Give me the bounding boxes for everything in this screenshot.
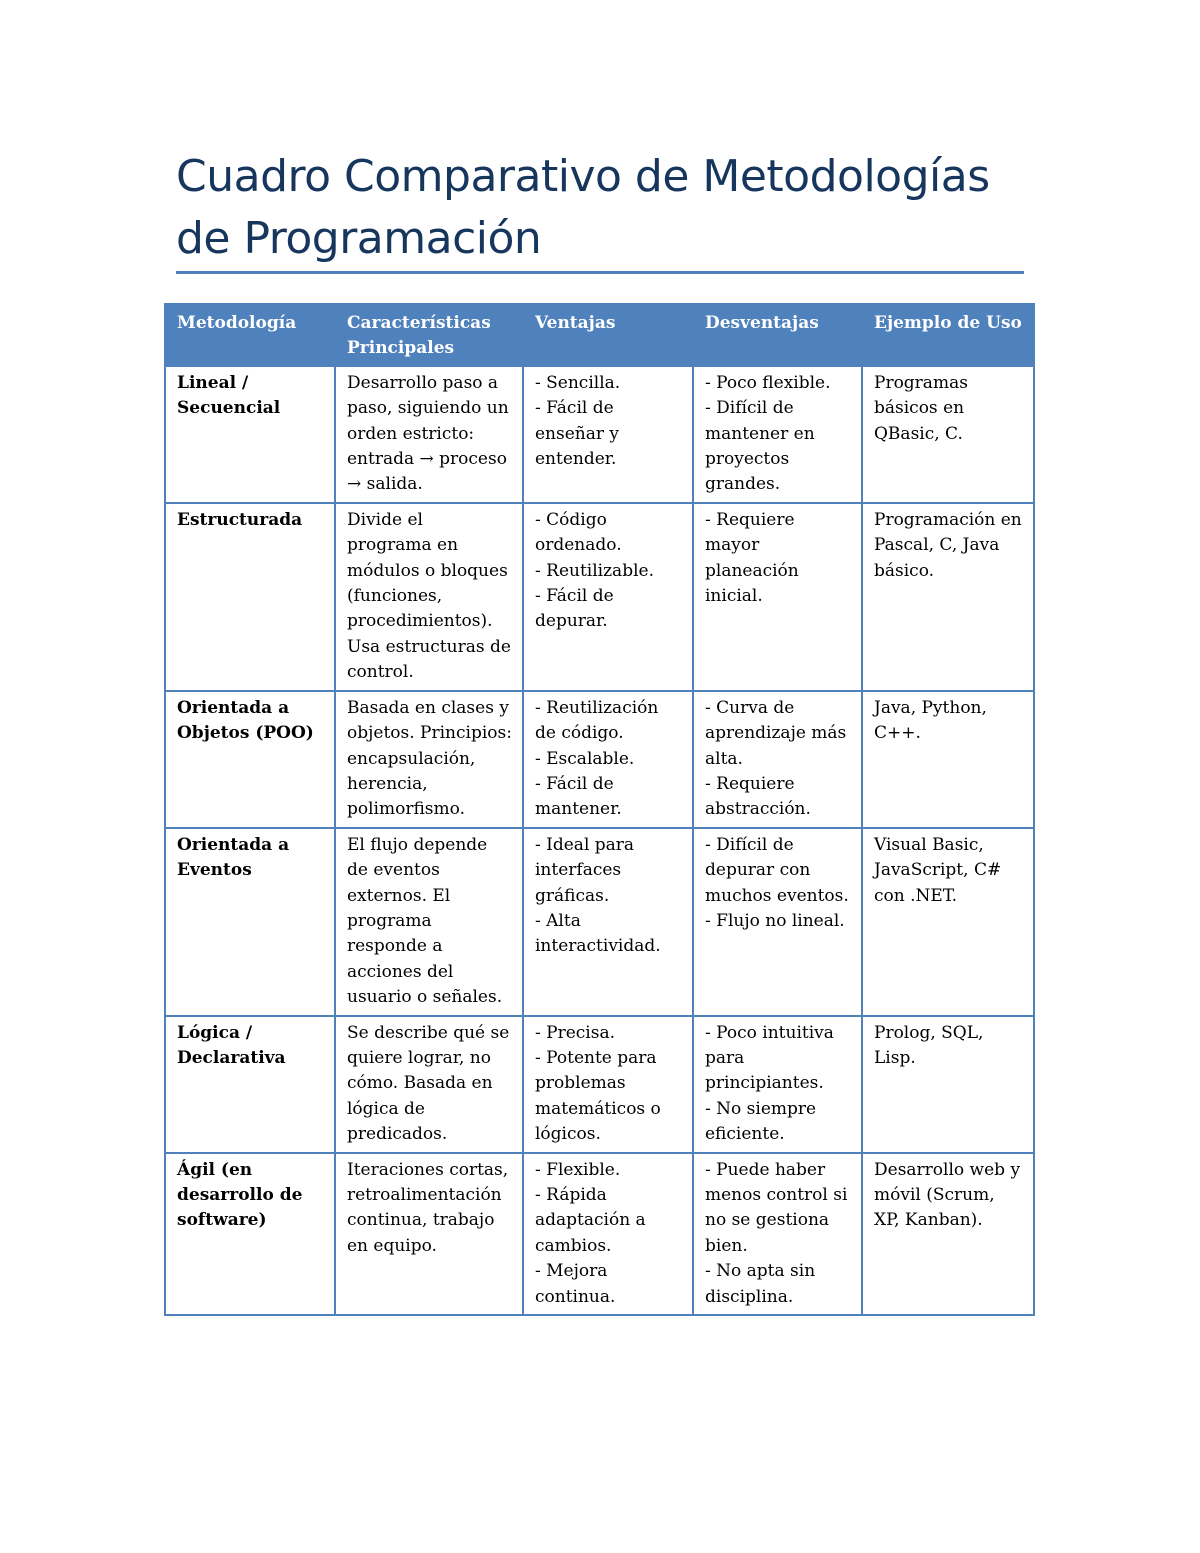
advantage-item: - Fácil de enseñar y entender. — [535, 398, 620, 470]
title-line-1: Cuadro Comparativo de Metodologías — [176, 151, 990, 202]
document-title — [176, 146, 1036, 270]
table-row — [165, 503, 1034, 691]
advantages-cell — [523, 691, 693, 828]
disadvantages-cell — [693, 828, 862, 1016]
example-cell: Visual Basic, JavaScript, C# con .NET. — [862, 828, 1034, 1016]
disadvantages-cell — [693, 1153, 862, 1315]
features-cell: Divide el programa en módulos o bloques (funciones, procedimientos). Usa estructuras de control. — [335, 503, 523, 691]
method-cell: Ágil (en desarrollo de software) — [165, 1153, 335, 1315]
advantage-item: - Precisa. — [535, 1022, 615, 1043]
advantage-item: - Fácil de depurar. — [535, 586, 614, 632]
advantage-item: - Sencilla. — [535, 372, 621, 393]
disadvantage-item: - Poco intuitiva para principiantes. — [705, 1022, 834, 1094]
header-example: Ejemplo de Uso — [862, 304, 1034, 366]
header-row — [165, 304, 1034, 366]
advantage-item: - Rápida adaptación a cambios. — [535, 1185, 646, 1256]
disadvantages-cell — [693, 691, 862, 828]
advantage-item: - Potente para problemas matemáticos o lógicos. — [535, 1047, 661, 1145]
example-cell: Programas básicos en QBasic, C. — [862, 366, 1034, 503]
disadvantages-cell — [693, 503, 862, 691]
advantages-cell — [523, 366, 693, 503]
advantages-cell — [523, 503, 693, 691]
example-cell: Prolog, SQL, Lisp. — [862, 1016, 1034, 1153]
advantage-item: - Mejora continua. — [535, 1261, 616, 1307]
features-cell: Iteraciones cortas, retroalimentación continua, trabajo en equipo. — [335, 1153, 523, 1315]
title-underline — [176, 271, 1024, 274]
table-row — [165, 691, 1034, 828]
disadvantages-cell — [693, 1016, 862, 1153]
advantage-item: - Ideal para interfaces gráficas. — [535, 834, 635, 906]
advantages-cell — [523, 1016, 693, 1153]
header-advantages: Ventajas — [523, 304, 693, 366]
advantage-item: - Alta interactividad. — [535, 910, 661, 957]
disadvantage-item: - Requiere abstracción. — [705, 773, 811, 820]
table-row — [165, 366, 1034, 503]
disadvantage-item: - Requiere mayor planeación inicial. — [705, 509, 799, 607]
disadvantage-item: - No siempre eficiente. — [705, 1098, 817, 1145]
example-cell: Desarrollo web y móvil (Scrum, XP, Kanban). — [862, 1153, 1034, 1315]
method-cell: Orientada a Objetos (POO) — [165, 691, 335, 828]
advantage-item: - Flexible. — [535, 1159, 621, 1180]
advantage-item: - Escalable. — [535, 748, 635, 769]
disadvantage-item: - Difícil de mantener en proyectos grandes. — [705, 398, 815, 495]
header-disadvantages: Desventajas — [693, 304, 862, 366]
disadvantage-item: - Poco flexible. — [705, 372, 831, 393]
advantage-item: - Código ordenado. — [535, 509, 622, 556]
features-cell: Se describe qué se quiere lograr, no cómo. Basada en lógica de predicados. — [335, 1016, 523, 1153]
title-line-2: de Programación — [176, 213, 542, 264]
disadvantage-item: - Flujo no lineal. — [705, 910, 845, 931]
disadvantages-cell — [693, 366, 862, 503]
comparison-table — [164, 303, 1035, 1316]
features-cell: Desarrollo paso a paso, siguiendo un orden estricto: entrada → proceso → salida. — [335, 366, 523, 503]
advantages-cell — [523, 828, 693, 1016]
disadvantage-item: - Puede haber menos control si no se gestiona bien. — [705, 1159, 848, 1256]
example-cell: Programación en Pascal, C, Java básico. — [862, 503, 1034, 691]
method-cell: Lineal / Secuencial — [165, 366, 335, 503]
method-cell: Lógica / Declarativa — [165, 1016, 335, 1153]
disadvantage-item: - No apta sin disciplina. — [705, 1261, 816, 1307]
advantage-item: - Fácil de mantener. — [535, 773, 622, 820]
disadvantage-item: - Difícil de depurar con muchos eventos. — [705, 834, 849, 906]
method-cell: Orientada a Eventos — [165, 828, 335, 1016]
method-cell: Estructurada — [165, 503, 335, 691]
example-cell: Java, Python, C++. — [862, 691, 1034, 828]
advantage-item: - Reutilización de código. — [535, 697, 659, 744]
advantages-cell — [523, 1153, 693, 1315]
disadvantage-item: - Curva de aprendizaje más alta. — [705, 697, 847, 769]
header-methodology: Metodología — [165, 304, 335, 366]
features-cell: Basada en clases y objetos. Principios: encapsulación, herencia, polimorfismo. — [335, 691, 523, 828]
table-row — [165, 1153, 1034, 1315]
features-cell: El flujo depende de eventos externos. El programa responde a acciones del usuario o señales. — [335, 828, 523, 1016]
header-features: Características Principales — [335, 304, 523, 366]
table-row — [165, 1016, 1034, 1153]
advantage-item: - Reutilizable. — [535, 560, 654, 581]
table-row — [165, 828, 1034, 1016]
